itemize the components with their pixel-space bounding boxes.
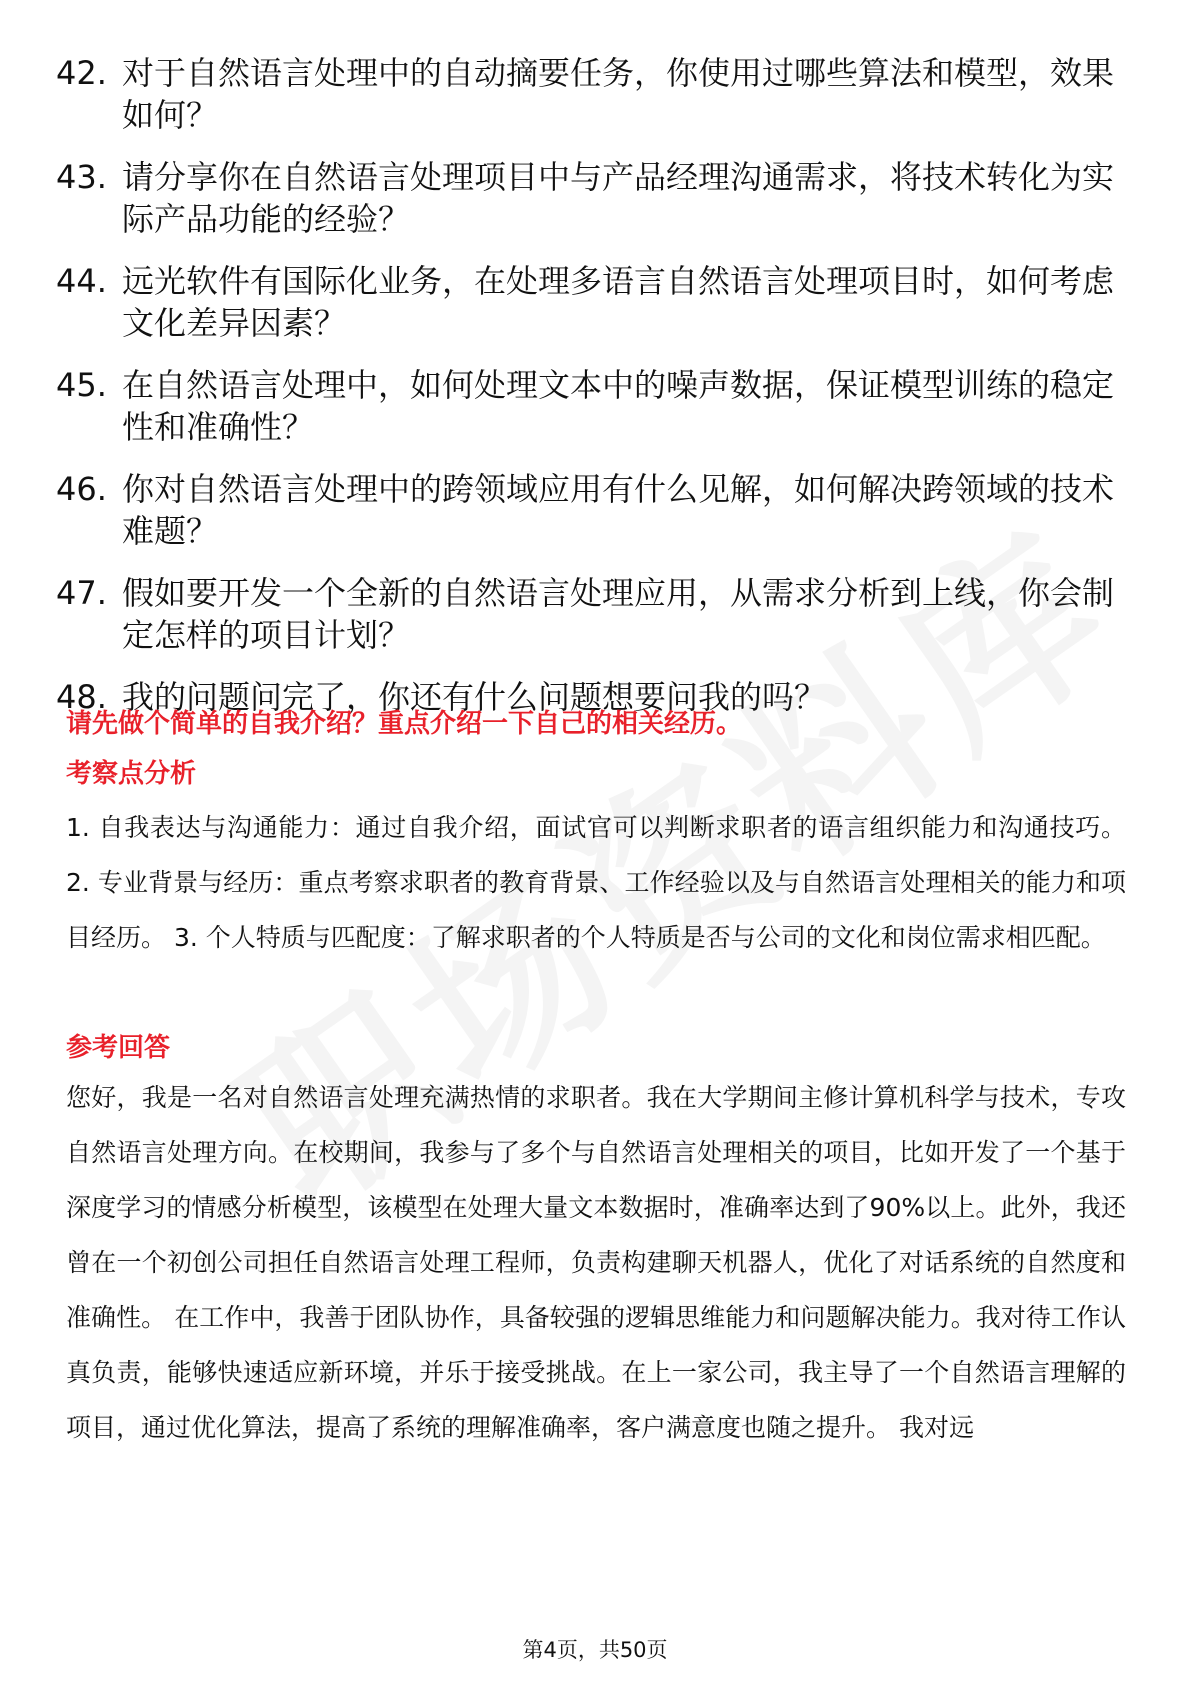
- page-footer: 第4页，共50页: [522, 1638, 668, 1662]
- question-number: 44.: [56, 262, 107, 300]
- question-text: 对于自然语言处理中的自动摘要任务，你使用过哪些算法和模型，效果如何？: [122, 54, 1115, 134]
- question-text: 你对自然语言处理中的跨领域应用有什么见解，如何解决跨领域的技术难题？: [122, 470, 1115, 550]
- answer-label: 参考回答: [66, 1033, 171, 1063]
- question-text: 在自然语言处理中，如何处理文本中的噪声数据，保证模型训练的稳定性和准确性？: [122, 366, 1115, 446]
- question-number: 48.: [56, 678, 107, 716]
- question-item: [56, 260, 1136, 344]
- question-number: 43.: [56, 158, 107, 196]
- question-number: 42.: [56, 54, 107, 92]
- question-text: 假如要开发一个全新的自然语言处理应用，从需求分析到上线，你会制定怎样的项目计划？: [122, 574, 1115, 654]
- question-item: [56, 364, 1136, 448]
- question-number: 47.: [56, 574, 107, 612]
- analysis-label: 考察点分析: [66, 759, 197, 789]
- answer-text: 您好，我是一名对自然语言处理充满热情的求职者。我在大学期间主修计算机科学与技术，专攻自然语言处理方向。在校期间，我参与了多个与自然语言处理相关的项目，比如开发了一个基于深度学习的情感分析模型，该模型在处理大量文本数据时，准确率达到了90%以上。此外，我还曾在一个初创公司担任自然语言处理工程师，负责构建聊天机器人，优化了对话系统的自然度和准确性。 在工作中，我善于团队协作，具备较强的逻辑思维能力和问题解决能力。我对待工作认真负责，能够快速适应新环境，并乐于接受挑战。在上一家公司，我主导了一个自然语言理解的项目，通过优化算法，提高了系统的理解准确率，客户满意度也随之提升。 我对远: [66, 1083, 1126, 1442]
- answer-block: [66, 1030, 1126, 1455]
- question-number: 46.: [56, 470, 107, 508]
- question-item: [56, 52, 1136, 136]
- question-text: 远光软件有国际化业务，在处理多语言自然语言处理项目时，如何考虑文化差异因素？: [122, 262, 1115, 342]
- question-number: 45.: [56, 366, 107, 404]
- question-heading-block: [66, 706, 1126, 742]
- analysis-text: 1. 自我表达与沟通能力：通过自我介绍，面试官可以判断求职者的语言组织能力和沟通技巧。 2. 专业背景与经历：重点考察求职者的教育背景、工作经验以及与自然语言处理相关的能力和项目经历。 3. 个人特质与匹配度：了解求职者的个人特质是否与公司的文化和岗位需求相匹配。: [66, 813, 1126, 952]
- analysis-block: [66, 756, 1126, 965]
- question-list: [56, 52, 1136, 738]
- question-text: 请分享你在自然语言处理项目中与产品经理沟通需求，将技术转化为实际产品功能的经验？: [122, 158, 1115, 238]
- question-item: [56, 156, 1136, 240]
- section-question-title: 请先做个简单的自我介绍？重点介绍一下自己的相关经历。: [66, 709, 743, 739]
- question-text: 我的问题问完了，你还有什么问题想要问我的吗？: [122, 678, 827, 716]
- question-item: [56, 468, 1136, 552]
- question-item: [56, 572, 1136, 656]
